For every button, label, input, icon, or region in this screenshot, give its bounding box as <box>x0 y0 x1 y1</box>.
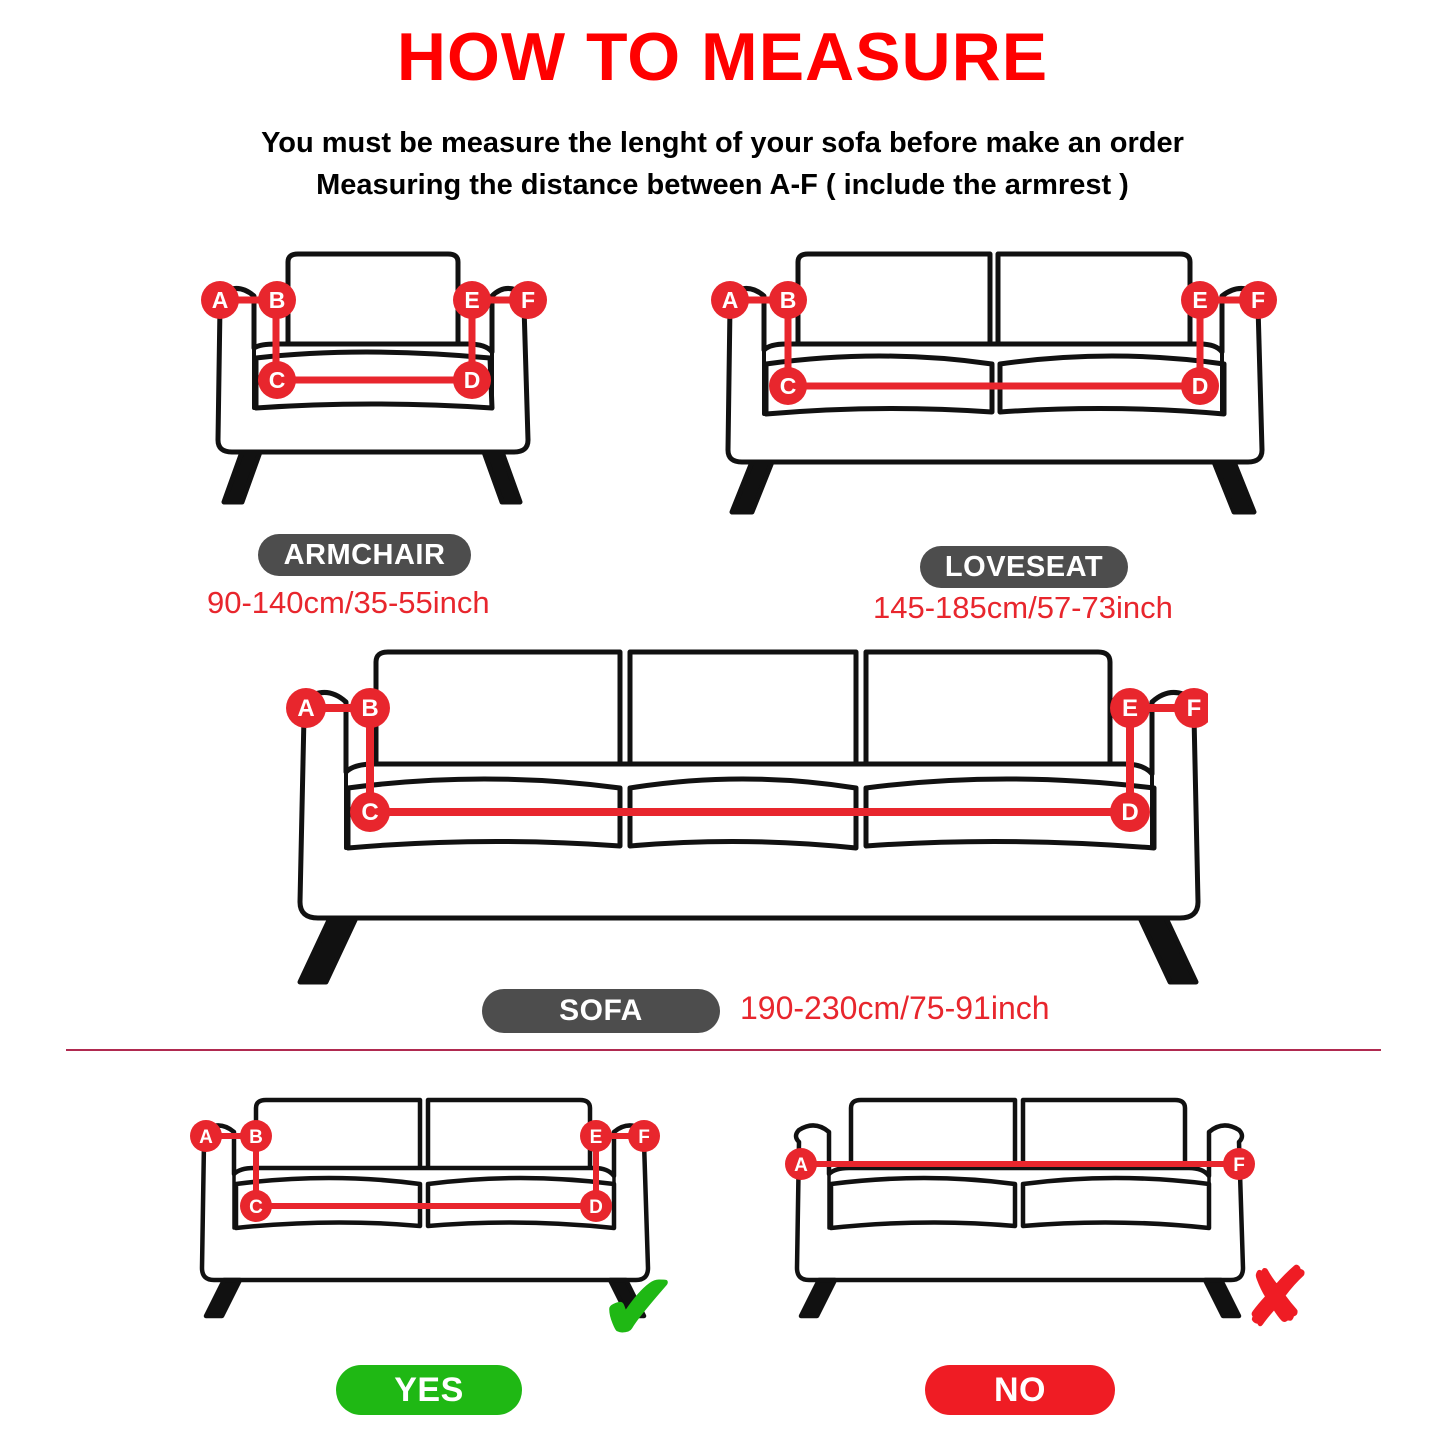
sofa-label: SOFA <box>482 989 720 1033</box>
correct-example-diagram <box>180 1090 670 1320</box>
armchair-diagram <box>180 240 580 520</box>
sofa-dimension: 190-230cm/75-91inch <box>740 990 1050 1026</box>
svg-text:F: F <box>1186 695 1202 722</box>
svg-text:D: D <box>1121 799 1139 826</box>
svg-text:A: A <box>199 1127 213 1148</box>
subtitle-line-2: Measuring the distance between A-F ( include the armrest ) <box>316 169 1129 201</box>
loveseat-dimension: 145-185cm/57-73inch <box>873 590 1173 625</box>
svg-text:D: D <box>463 367 481 393</box>
check-mark-icon: ✔ <box>600 1257 678 1359</box>
subtitle-line-1: You must be measure the lenght of your sofa before make an order <box>261 127 1184 159</box>
svg-text:B: B <box>268 287 286 313</box>
svg-text:C: C <box>361 799 379 826</box>
page-title: HOW TO MEASURE <box>396 19 1049 95</box>
svg-text:C: C <box>249 1197 263 1218</box>
svg-text:A: A <box>794 1155 808 1176</box>
svg-text:E: E <box>1121 695 1139 722</box>
loveseat-label: LOVESEAT <box>920 546 1128 588</box>
svg-text:B: B <box>361 695 379 722</box>
armchair-dimension: 90-140cm/35-55inch <box>207 585 490 620</box>
section-divider <box>66 1049 1381 1051</box>
svg-text:D: D <box>1191 373 1209 399</box>
svg-text:C: C <box>268 367 286 393</box>
svg-text:F: F <box>520 287 536 313</box>
svg-text:F: F <box>638 1127 650 1148</box>
svg-text:B: B <box>249 1127 263 1148</box>
svg-text:D: D <box>589 1197 603 1218</box>
incorrect-example-diagram <box>775 1090 1265 1320</box>
armchair-label: ARMCHAIR <box>258 534 471 576</box>
svg-text:C: C <box>779 373 797 399</box>
svg-text:E: E <box>589 1127 603 1148</box>
svg-text:A: A <box>297 695 315 722</box>
svg-text:B: B <box>779 287 797 313</box>
svg-text:A: A <box>721 287 739 313</box>
svg-text:E: E <box>464 287 480 313</box>
no-label: NO <box>925 1365 1115 1415</box>
loveseat-diagram <box>700 240 1290 520</box>
svg-text:A: A <box>211 287 229 313</box>
cross-mark-icon: ✘ <box>1243 1253 1311 1342</box>
sofa-diagram <box>268 630 1208 990</box>
svg-text:F: F <box>1250 287 1266 313</box>
svg-text:E: E <box>1192 287 1208 313</box>
svg-text:F: F <box>1233 1155 1245 1176</box>
yes-label: YES <box>336 1365 522 1415</box>
